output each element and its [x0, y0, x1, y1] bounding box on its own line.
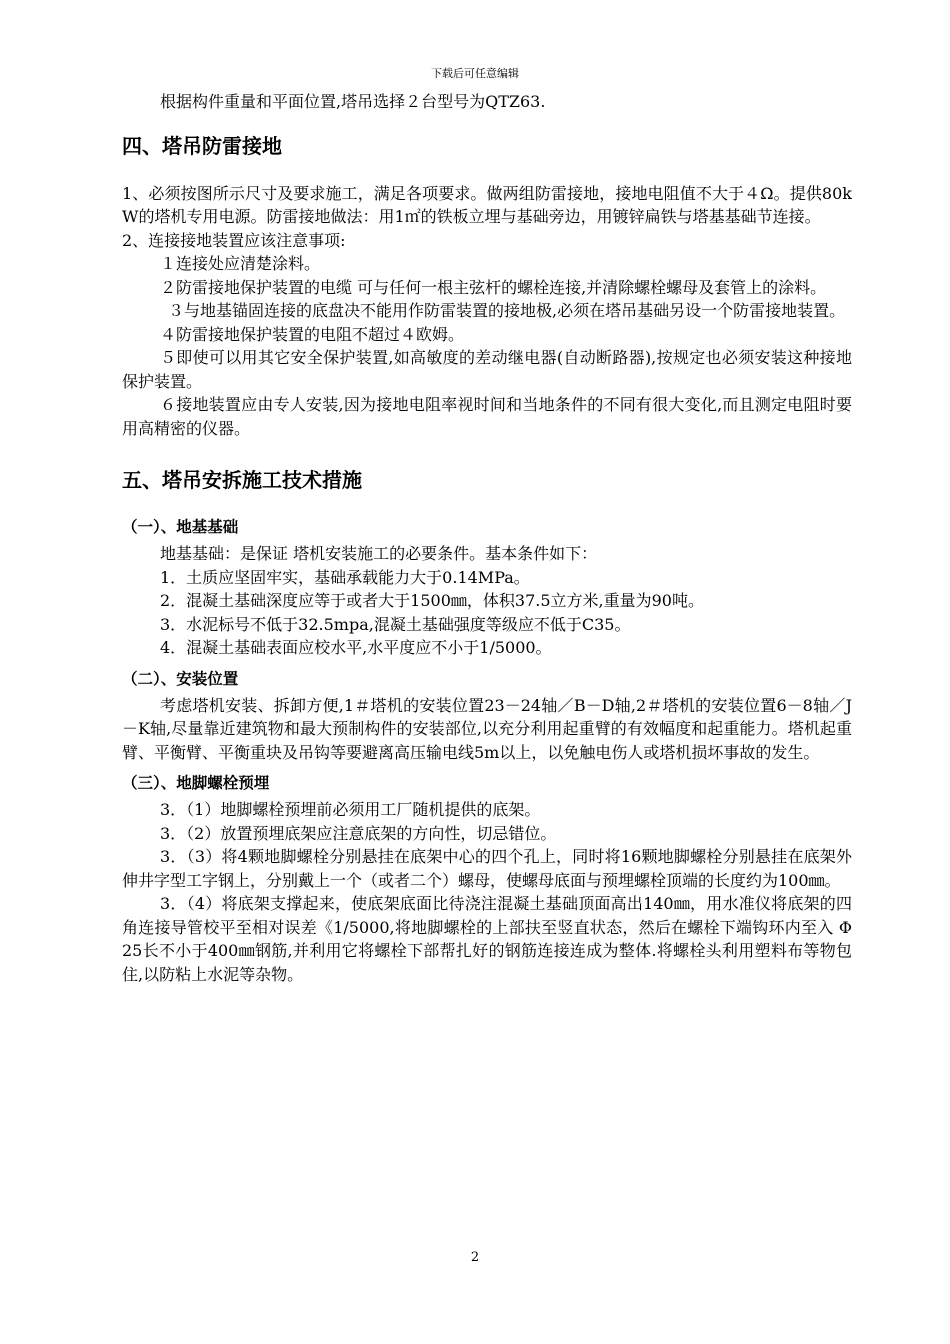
grounding-item-2: ２防雷接地保护装置的电缆 可与任何一根主弦杆的螺栓连接,并清除螺栓螺母及套管上的涂料。 — [160, 277, 827, 297]
section-4-paragraph-1: 1、必须按图所示尺寸及要求施工，满足各项要求。做两组防雷接地，接地电阻值不大于４Ω。提供80kW的塔机专用电源。防雷接地做法：用1㎡的铁板立埋与基础旁边，用镀锌扁铁与塔基基础节连接。 — [122, 183, 852, 226]
intro-paragraph: 根据构件重量和平面位置,塔吊选择２台型号为QTZ63. — [160, 92, 546, 111]
subsection-1-heading: （一）、地基基础 — [122, 518, 239, 536]
foundation-item-1: 1．土质应坚固牢实，基础承载能力大于0.14MPa。 — [160, 567, 530, 587]
grounding-item-5: ５即使可以用其它安全保护装置,如高敏度的差动继电器(自动断路器),按规定也必须安装这种接地保护装置。 — [122, 348, 852, 391]
bolt-item-1: 3．（1）地脚螺栓预埋前必须用工厂随机提供的底架。 — [160, 800, 541, 819]
section-4-heading: 四、塔吊防雷接地 — [122, 133, 282, 158]
installation-position-text: 考虑塔机安装、拆卸方便,1＃塔机的安装位置23－24轴／B－D轴,2＃塔机的安装位置6－8轴／J－K轴,尽量靠近建筑物和最大预制构件的安装部位,以充分利用起重臂的有效幅度和起重能力。塔机起重臂、平衡臂、平衡重块及吊钩等要避离高压输电线5m以上，以免触电伤人或塔机损坏事故的发生。 — [122, 695, 852, 762]
foundation-lead: 地基基础：是保证 塔机安装施工的必要条件。基本条件如下： — [160, 544, 598, 563]
bolt-item-3: 3．（3）将4颗地脚螺栓分别悬挂在底架中心的四个孔上，同时将16颗地脚螺栓分别悬挂在底架外伸井字型工字钢上，分别戴上一个（或者二个）螺母，使螺母底面与预埋螺栓顶端的长度约为100㎜。 — [122, 847, 852, 890]
foundation-item-2: 2．混凝土基础深度应等于或者大于1500㎜，体积37.5立方米,重量为90吨。 — [160, 591, 704, 610]
subsection-3-heading: （三）、地脚螺栓预埋 — [122, 774, 270, 792]
foundation-item-3: 3．水泥标号不低于32.5mpa,混凝土基础强度等级应不低于C35。 — [160, 614, 631, 634]
header-note: 下载后可任意编辑 — [431, 67, 519, 80]
grounding-item-3: ３与地基锚固连接的底盘决不能用作防雷装置的接地极,必须在塔吊基础另设一个防雷接地装置。 — [168, 301, 846, 320]
page-content — [122, 90, 852, 986]
grounding-item-1: １连接处应清楚涂料。 — [160, 254, 321, 273]
section-5-heading: 五、塔吊安拆施工技术措施 — [122, 468, 362, 492]
section-4-paragraph-2: 2、连接接地装置应该注意事项: — [122, 230, 346, 250]
grounding-item-4: ４防雷接地保护装置的电阻不超过４欧姆。 — [160, 324, 465, 344]
bolt-item-2: 3．（2）放置预埋底架应注意底架的方向性，切忌错位。 — [160, 823, 557, 843]
grounding-item-6: ６接地装置应由专人安装,因为接地电阻率视时间和当地条件的不同有很大变化,而且测定电阻时要用高精密的仪器。 — [122, 395, 852, 438]
bolt-item-4: 3．（4）将底架支撑起来，使底架底面比待浇注混凝土基础顶面高出140㎜，用水准仪将底架的四角连接导管校平至相对误差《1/5000,将地脚螺栓的上部扶至竖直状态，然后在螺栓下端钩环内至入 Φ 25长不小于400㎜钢筋,并利用它将螺栓下部帮扎好的钢筋连接连成为整体.将螺栓头利用塑料布等物包住,以防粘上水泥等杂物。 — [122, 894, 852, 984]
subsection-2-heading: （二）、安装位置 — [122, 669, 239, 688]
page-number: 2 — [470, 1250, 480, 1265]
foundation-item-4: 4．混凝土基础表面应校水平,水平度应不小于1/5000。 — [160, 638, 552, 657]
